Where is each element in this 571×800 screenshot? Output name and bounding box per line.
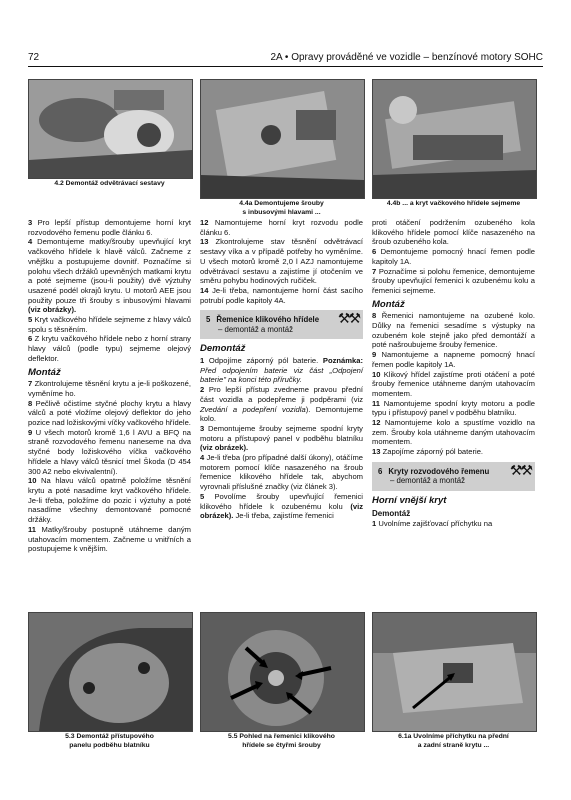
section-title: Kryty rozvodového řemenu [388, 466, 490, 476]
paragraph: 11 Namontujeme spodní kryty motoru a podle typu i přístupový panel v podběhu blatníku. [372, 398, 535, 418]
page-number: 72 [28, 52, 40, 63]
paragraph: 7 Poznačíme si polohu řemenice, demontujeme šrouby upevňující řemenici k ozubenému kolu a řemenici sejmeme. [372, 266, 535, 295]
section-number: 6 [378, 466, 383, 476]
paragraph: 4 Je-li třeba (pro případné další úkony), otáčíme motorem pomocí klíče nasazeného na šroub řemenice klikového hřídele tak, abychom vyrovnali příslušné značky (viz článek 3). [200, 453, 363, 492]
paragraph: 1 Uvolníme zajišťovací příchytku na [372, 519, 493, 529]
paragraph: 4 Demontujeme matky/šrouby upevňující kryt vačkového hřídele k hlavě válců. Začneme z vnějšku a postupujeme dovnitř. Poznačíme si polohu všech držáků upevněných matkami krytu a poté sejmeme (jsou-li použity) dvě výztuhy usazené podél okrajů krytu. U motorů AEE jsou použity pouze tři šrouby s inbusovými hlavami (viz obrázky). [28, 237, 191, 315]
subsection-heading: Demontáž [372, 508, 411, 518]
wrench-icon: ⚒⚒ [509, 461, 531, 478]
paragraph: 9 U všech motorů kromě 1,6 l AVU a BFQ na straně rozvodového řemenu naneseme na dva styčné body ložiskového víčka vačkového hřídele a hlavy válců těsnicí tmel Škoda (D 454 300 A2 nebo ekvivalentní). [28, 427, 191, 476]
paragraph: 2 Pro lepší přístup zvedneme pravou přední část vozidla a podepřeme ji podpěrami (viz Zvedání a podepření vozidla). Demontujeme kolo. [200, 385, 363, 424]
section-heading: Montáž [372, 298, 405, 310]
caption-6-1a: 6.1a Uvolníme příchytku na přední a zadní straně krytu ... [398, 733, 509, 749]
caption-5-5: 5.5 Pohled na řemenici klikového hřídele se čtyřmi šrouby [228, 733, 335, 749]
paragraph: 12 Namontujeme kolo a spustíme vozidlo na zem. Šrouby kola utáhneme daným utahovacím momentem. [372, 418, 535, 447]
paragraph: 10 Na hlavu válců opatrně položíme těsnění krytu a poté nasadíme kryt vačkového hřídele. Je-li třeba, položíme do pozic i výztuhy a poté nasadíme všechny demontované pomocné držáky. [28, 476, 191, 525]
caption-4-4a: 4.4a Demontujeme šrouby s inbusovými hlavami ... [239, 200, 324, 216]
paragraph: 12 Namontujeme horní kryt rozvodu podle článku 6. [200, 218, 363, 237]
section-title: Řemenice klikového hřídele [216, 315, 320, 325]
paragraph: 7 Zkontrolujeme těsnění krytu a je-li poškozené, vyměníme ho. [28, 379, 191, 398]
paragraph: 1 Odpojíme záporný pól baterie. Poznámka: Před odpojením baterie viz část „Odpojení baterie" na konci této příručky. [200, 356, 363, 385]
paragraph: 8 Řemenici namontujeme na ozubené kolo. Důlky na řemenici sesadíme s výstupky na ozubeném kole stejně jako před demontáží a poté našroubujeme šrouby řemenice. [372, 311, 535, 350]
photo-5-5 [200, 612, 365, 732]
section-box-6 [372, 462, 535, 491]
paragraph: 3 Pro lepší přístup demontujeme horní kryt rozvodového řemenu podle článku 6. [28, 218, 191, 237]
photo-4-4a [200, 79, 365, 199]
paragraph: 5 Kryt vačkového hřídele sejmeme z hlavy válců spolu s těsněním. [28, 315, 191, 334]
chapter-title: 2A • Opravy prováděné ve vozidle – benzínové motory SOHC [270, 52, 543, 63]
paragraph: 6 Demontujeme pomocný hnací řemen podle kapitoly 1A. [372, 247, 535, 266]
section-heading: Horní vnější kryt [372, 494, 447, 506]
paragraph: 5 Povolíme šrouby upevňující řemenici klikového hřídele k ozubenému kolu (viz obrázek). Je-li třeba, zajistíme řemenici [200, 491, 363, 521]
section-subtitle: – demontáž a montáž [218, 324, 293, 334]
paragraph: 3 Demontujeme šrouby sejmeme spodní kryty motoru a přístupový panel v podběhu blatníku (viz obrázek). [200, 423, 363, 453]
section-heading: Montáž [28, 366, 61, 378]
paragraph: 8 Pečlivě očistíme styčné plochy krytu a hlavy válců a poté vložíme olejový deflektor do jeho pozice nad ložiskovými víčky vačkového hřídele. [28, 398, 191, 428]
section-box-5 [200, 310, 363, 339]
caption-5-3: 5.3 Demontáž přístupového panelu podběhu blatníku [65, 733, 154, 749]
paragraph: 11 Matky/šrouby postupně utáhneme daným utahovacím momentem. Začneme u vnitřních a postupujeme k vnějším. [28, 524, 191, 554]
photo-5-3 [28, 612, 193, 732]
photo-6-1a [372, 612, 537, 732]
text-column-3 [372, 218, 535, 529]
caption-4-2: 4.2 Demontáž odvětrávací sestavy [54, 180, 165, 187]
text-column-2 [200, 218, 363, 521]
paragraph: 6 Z krytu vačkového hřídele nebo z horní strany hlavy válců (podle typu) sejmeme olejový deflektor. [28, 334, 191, 363]
page-header [28, 50, 543, 67]
section-heading: Demontáž [200, 343, 246, 355]
photo-4-4b [372, 79, 537, 199]
paragraph: 13 Zapojíme záporný pól baterie. [372, 447, 484, 457]
photo-4-2 [28, 79, 193, 179]
paragraph: 14 Je-li třeba, namontujeme horní část sacího potrubí podle kapitoly 4A. [200, 285, 363, 305]
wrench-icon: ⚒⚒ [337, 310, 359, 327]
caption-4-4b: 4.4b ... a kryt vačkového hřídele sejmeme [386, 200, 521, 207]
paragraph: 10 Klikový hřídel zajistíme proti otáčení a poté šrouby řemenice utáhneme daným utahovacím momentem. [372, 369, 535, 398]
paragraph: proti otáčení podržením ozubeného kola klikového hřídele pomocí klíče nasazeného na šroub ozubeného kola. [372, 218, 535, 247]
paragraph: 13 Zkontrolujeme stav těsnění odvětrávací sestavy víka a v případě potřeby ho vyměníme. U všech motorů kromě 2,0 l AZJ namontujeme odvětrávací sestavu a zajistíme jí otočením ve směru pohybu hodinových ručiček. [200, 237, 363, 286]
text-column-1 [28, 218, 191, 554]
section-number: 5 [206, 315, 211, 325]
paragraph: 9 Namontujeme a napneme pomocný hnací řemen podle kapitoly 1A. [372, 350, 535, 369]
section-subtitle: – demontáž a montáž [390, 476, 465, 486]
